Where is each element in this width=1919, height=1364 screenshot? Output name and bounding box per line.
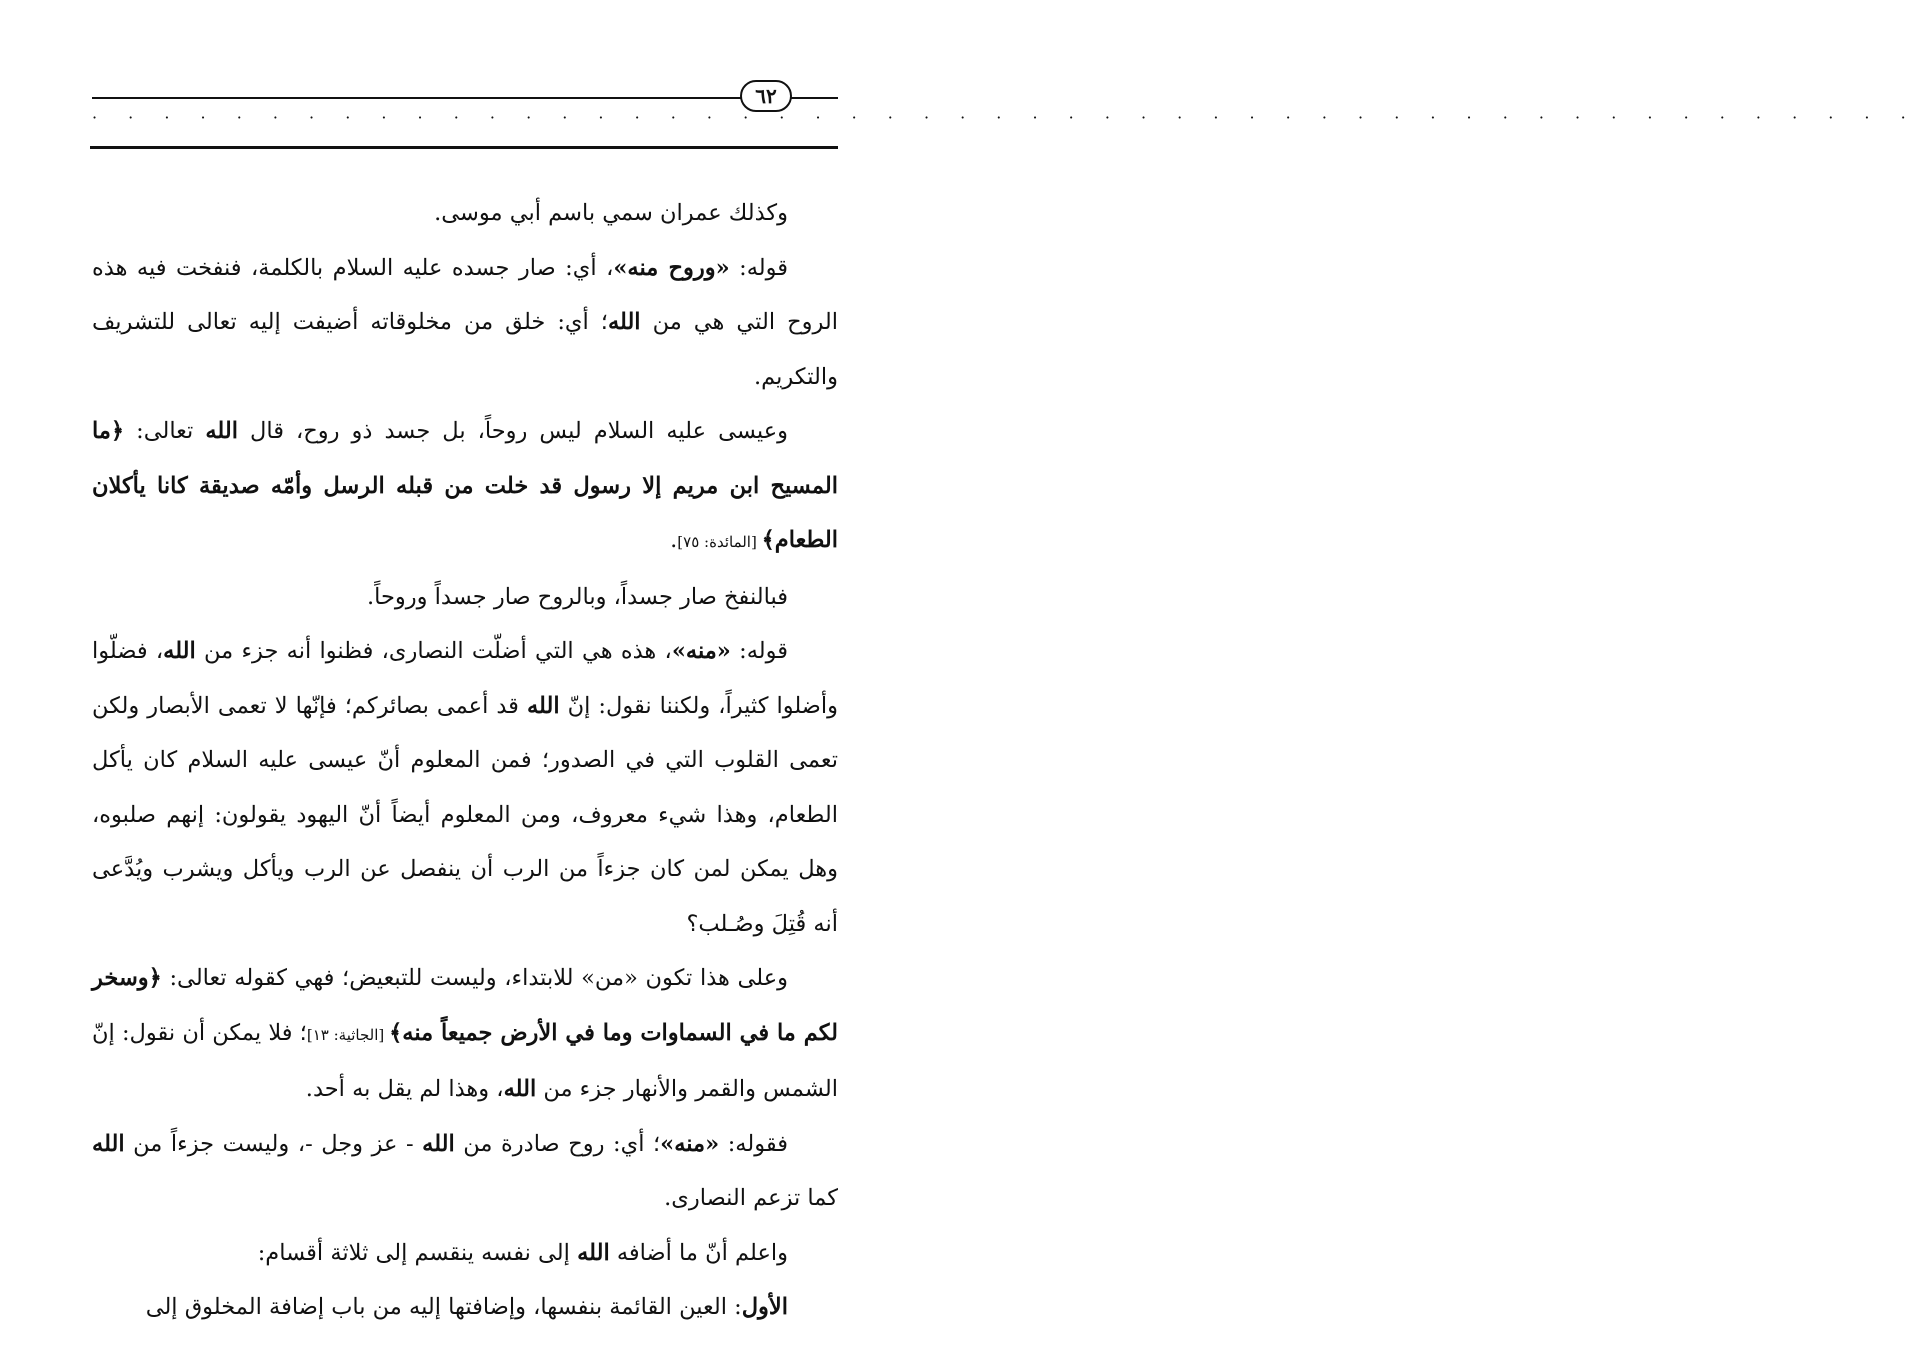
header-rule-top-right <box>790 97 838 99</box>
paragraph <box>92 1117 838 1226</box>
text-run: قوله: <box>729 254 788 281</box>
text-run: إلى نفسه ينقسم إلى ثلاثة أقسام: <box>257 1239 578 1266</box>
text-run: ، هذه هي التي أضلّت النصارى، فظنوا أنه جزء من <box>195 638 672 664</box>
text-run: : العين القائمة بنفسها، وإضافتها إليه من باب إضافة المخلوق إلى <box>145 1294 742 1320</box>
bold-text: الله <box>163 638 196 664</box>
text-run: ، فضلّوا وأضلوا كثيراً، ولكننا نقول: إنّ <box>92 638 839 719</box>
text-run: ؛ أي: روح صادرة من <box>454 1130 661 1157</box>
text-run: - عز وجل -، وليست جزءاً من <box>124 1130 423 1157</box>
text-run: قد أعمى بصائركم؛ فإنّها لا تعمى الأبصار ولكن تعمى القلوب التي في الصدور؛ فمن المعلوم أنّ عيسى عليه السلام كان يأكل الطعام، وهذا شيء معروف، ومن المعلوم أيضاً أنّ اليهود يقولون: إنهم صلبوه، وهل يمكن لمن كان جزءاً من الرب أن ينفصل عن الرب ويأكل ويشرب ويُدَّعى أنه قُتِلَ وصُـلب؟ <box>92 692 838 937</box>
text-run: ، وهذا لم يقل به أحد. <box>305 1076 504 1102</box>
bold-text: الله <box>205 418 238 444</box>
header-rule-top <box>92 97 742 99</box>
paragraph <box>92 1226 838 1281</box>
paragraph <box>92 1280 838 1335</box>
paragraph <box>92 951 838 1117</box>
paragraph <box>92 404 838 570</box>
bold-text: «منه» <box>671 638 731 664</box>
text-run: وعيسى عليه السلام ليس روحاً، بل جسد ذو روح، قال <box>237 418 788 444</box>
header-rule-bottom <box>90 146 838 149</box>
text-run: كما تزعم النصارى. <box>664 1185 838 1211</box>
paragraph <box>92 186 838 241</box>
bold-text: الله <box>422 1130 455 1157</box>
bold-text: «وروح منه» <box>613 254 730 281</box>
paragraph <box>92 570 838 625</box>
text-run: وكذلك عمران سمي باسم أبي موسى. <box>434 200 788 226</box>
bold-text: ﴿وسخر لكم ما في السماوات وما في الأرض جميعاً منه﴾ <box>92 965 838 1046</box>
text-run: تعالى: <box>124 418 206 444</box>
paragraph <box>92 241 838 405</box>
bold-text: الله <box>503 1076 537 1102</box>
text-run: ؛ أي: خلق من مخلوقاته أضيفت إليه تعالى للتشريف والتكريم. <box>92 309 838 390</box>
text-run: قوله: <box>730 638 789 664</box>
text-run: ، أي: صار جسده عليه السلام بالكلمة، فنفخت فيه هذه الروح التي هي من <box>92 254 838 335</box>
dotted-divider: · · · · · · · · · · · · · · · · · · · · · · · · · · · · · · · · · · · · · · · · · · · · · · · · · · · <box>92 108 1919 127</box>
bold-text: الله <box>577 1239 610 1266</box>
bold-text: «منه» <box>660 1130 720 1157</box>
paragraph <box>92 624 838 951</box>
text-run: . <box>670 527 678 553</box>
text-run: واعلم أنّ ما أضافه <box>609 1239 788 1266</box>
page-number: ٦٢ <box>740 80 792 112</box>
text-run: وعلى هذا تكون «من» للابتداء، وليست للتبعيض؛ فهي كقوله تعالى: <box>161 965 788 991</box>
bold-text: الله <box>607 309 641 335</box>
text-run: فبالنفخ صار جسداً، وبالروح صار جسداً وروحاً. <box>366 583 788 610</box>
bold-text: الله <box>526 692 560 719</box>
bold-text: الأول <box>741 1294 788 1320</box>
body-text <box>92 186 838 1335</box>
bold-text: الله <box>92 1130 125 1157</box>
page-header <box>0 0 1919 160</box>
text-run: فقوله: <box>719 1130 788 1157</box>
text-run: ؛ فلا يمكن أن نقول: إنّ الشمس والقمر والأنهار جزء من <box>92 1019 838 1102</box>
bold-text: ﴿ما المسيح ابن مريم إلا رسول قد خلت من قبله الرسل وأمّه صديقة كانا يأكلان الطعام﴾ <box>92 418 838 553</box>
verse-reference: [المائدة: ٧٥] <box>677 533 762 551</box>
verse-reference: [الجاثية: ١٣] <box>306 1025 390 1044</box>
